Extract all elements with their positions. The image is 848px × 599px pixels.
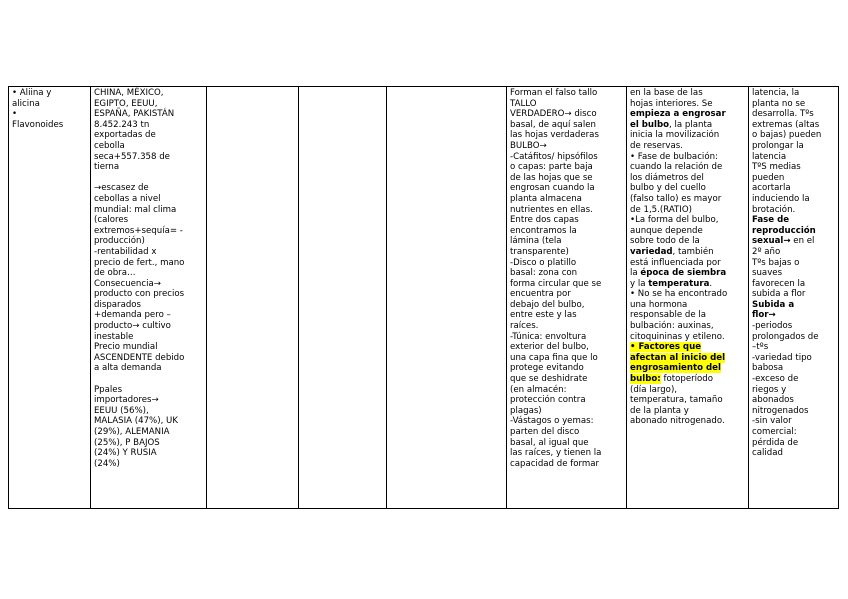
text-line: citoquininas y etileno. xyxy=(630,331,725,342)
text-line: ASCENDENTE debido xyxy=(94,352,185,363)
highlighted-text: engrosamiento del xyxy=(630,363,721,374)
text-line: reproducción xyxy=(752,225,816,236)
text-line: Entre dos capas xyxy=(510,215,579,226)
text: , la planta xyxy=(669,119,713,130)
text-line: plagas) xyxy=(510,405,542,416)
text-line xyxy=(630,268,746,279)
text: fotoperíodo xyxy=(660,374,713,385)
text-line: de la planta y xyxy=(630,405,689,416)
text-line: -variedad tipo xyxy=(752,352,812,363)
text-line: (25%), P BAJOS xyxy=(94,437,160,448)
text-line: las hojas verdaderas xyxy=(510,130,599,141)
text-line: planta almacena xyxy=(510,193,582,204)
text-line: inestable xyxy=(94,331,134,342)
text-line: pueden xyxy=(752,172,785,183)
text-line: bulbo y del cuello xyxy=(630,183,706,194)
cell-bulbing xyxy=(627,87,749,509)
text-line: en la base de las xyxy=(630,88,703,98)
text-line: abonado nitrogenado. xyxy=(630,416,725,427)
text-line: flor→ xyxy=(752,310,776,321)
highlighted-line xyxy=(630,363,746,374)
blank-line xyxy=(94,173,204,184)
text-line: -sin valor xyxy=(752,416,792,427)
text-line: (día largo), xyxy=(630,384,678,395)
text-line: extremos+sequía= - xyxy=(94,225,183,236)
text-line: una hormona xyxy=(630,299,688,310)
text-line: (calores xyxy=(94,215,129,226)
text-line: importadores→ xyxy=(94,395,159,406)
cell-empty-3 xyxy=(207,87,299,509)
blank-line xyxy=(94,374,204,385)
text-line: TºS medias xyxy=(752,162,801,173)
text-line: Subida a xyxy=(752,299,795,310)
bold-text: época de siembra xyxy=(640,268,727,279)
text-line: -Disco o platillo xyxy=(510,257,577,268)
text-line: sobre todo de la xyxy=(630,236,700,247)
bold-text: variedad xyxy=(630,246,673,257)
text-line: nutrientes en ellas. xyxy=(510,204,593,215)
text-line: basal: zona con xyxy=(510,268,578,279)
text-line: las raíces, y tienen la xyxy=(510,448,602,459)
text-line: producto→ cultivo xyxy=(94,321,171,332)
text-line: comercial: xyxy=(752,427,797,437)
text-line: +demanda pero – xyxy=(94,310,171,321)
text-line: -Vástagos o yemas: xyxy=(510,416,594,427)
text-line: extremas (altas xyxy=(752,119,820,130)
highlighted-text: bulbo: xyxy=(630,374,661,385)
text-line: lámina (tela xyxy=(510,236,562,247)
text-line: Ppales xyxy=(94,384,123,395)
text-line: →escasez de xyxy=(94,183,149,194)
bold-text: el bulbo xyxy=(630,119,670,130)
text-line: (en almacén: xyxy=(510,384,567,395)
text-line: basal, al igual que xyxy=(510,437,589,448)
text-line: -Catáfitos/ hipsófilos xyxy=(510,151,598,162)
text-line: -rentabilidad x xyxy=(94,246,157,257)
text-line xyxy=(630,120,746,131)
text-line: transparente) xyxy=(510,246,569,257)
text-line: producto con precios xyxy=(94,289,185,300)
text-line: responsable de la xyxy=(630,310,707,321)
text-line: o bajas) pueden xyxy=(752,130,822,141)
text-line: • xyxy=(12,109,18,120)
text-line: que se deshidrate xyxy=(510,374,588,385)
text-line: nitrogenados xyxy=(752,405,809,416)
bold-text: temperatura xyxy=(648,278,710,289)
text-line: Flavonoides xyxy=(12,119,64,130)
cell-empty-5 xyxy=(387,87,507,509)
text-line: suaves xyxy=(752,268,783,279)
text-line: forma circular que se xyxy=(510,278,602,289)
text-line: encuentra por xyxy=(510,289,571,300)
text-line: • Aliina y xyxy=(12,88,52,98)
text-line: -exceso de xyxy=(752,374,799,385)
text-line: protege evitando xyxy=(510,363,584,374)
text-line: de las hojas que se xyxy=(510,172,593,183)
text-line: exportadas de xyxy=(94,130,156,141)
highlighted-text: • Factores que xyxy=(630,342,702,353)
text-line xyxy=(752,236,836,247)
text-line: tierna xyxy=(94,162,120,173)
text-line: favorecen la xyxy=(752,278,806,289)
text-line: disparados xyxy=(94,299,142,310)
text-line: hojas interiores. Se xyxy=(630,98,713,109)
text-line: abonados xyxy=(752,395,794,406)
text-line: engrosan cuando la xyxy=(510,183,595,194)
text-line: basal, de aquí salen xyxy=(510,119,596,130)
text-line: debajo del bulbo, xyxy=(510,299,585,310)
cell-morphology xyxy=(507,87,627,509)
text-line: riegos y xyxy=(752,384,787,395)
text-line: TALLO xyxy=(510,98,537,109)
text-line: bulbación: auxinas, xyxy=(630,321,714,332)
text: y la xyxy=(630,278,649,289)
text-line: desarrolla. Tºs xyxy=(752,109,814,120)
text-line: subida a flor xyxy=(752,289,806,300)
text-line: pérdida de xyxy=(752,437,799,448)
text-line: • Fase de bulbación: xyxy=(630,151,718,162)
text: , también xyxy=(672,246,714,257)
highlighted-text: afectan al inicio del xyxy=(630,352,726,363)
text-line: -periodos xyxy=(752,321,793,332)
text-line: brotación. xyxy=(752,204,796,215)
text-line: BULBO→ xyxy=(510,140,547,151)
text-line: protección contra xyxy=(510,395,586,406)
text-line: a alta demanda xyxy=(94,363,162,374)
cell-compounds xyxy=(9,87,91,509)
text-line: Consecuencia→ xyxy=(94,278,161,289)
text-line: latencia, la xyxy=(752,88,800,98)
text-line: mundial: mal clima xyxy=(94,204,177,215)
text-line: VERDADERO→ disco xyxy=(510,109,597,120)
text-line xyxy=(630,279,746,290)
text-line: (falso tallo) es mayor xyxy=(630,193,722,204)
cell-market xyxy=(91,87,207,509)
text-line: aunque depende xyxy=(630,225,703,236)
text-line: capacidad de formar xyxy=(510,458,600,469)
text-line: calidad xyxy=(752,448,783,459)
text-line: raíces. xyxy=(510,321,539,332)
text-line: cebolla xyxy=(94,140,125,151)
text-line: producción) xyxy=(94,236,145,247)
text-line xyxy=(630,247,746,258)
text-line: CHINA, MÉXICO, xyxy=(94,88,164,98)
text-line xyxy=(630,374,746,385)
text-line: 2º año xyxy=(752,246,781,257)
text-line: una capa fina que lo xyxy=(510,352,598,363)
text-line: entre este y las xyxy=(510,310,577,321)
text-line: babosa xyxy=(752,363,784,374)
text-line: alicina xyxy=(12,98,40,109)
text-line: -Túnica: envoltura xyxy=(510,331,587,342)
text-line: está influenciada por xyxy=(630,257,721,268)
text-line: •La forma del bulbo, xyxy=(630,215,719,226)
cell-empty-4 xyxy=(299,87,387,509)
table-row xyxy=(9,87,839,509)
text-line: parten del disco xyxy=(510,427,580,437)
text-line: o capas: parte baja xyxy=(510,162,593,173)
text: la xyxy=(630,268,641,279)
text-line: Fase de xyxy=(752,215,790,226)
text-line: (24%) xyxy=(94,458,120,469)
crop-info-table xyxy=(8,86,839,509)
text-line: exterior del bulbo, xyxy=(510,342,589,353)
text-line: • No se ha encontrado xyxy=(630,289,728,300)
text-line: precio de fert., mano xyxy=(94,257,185,268)
text-line: temperatura, tamaño xyxy=(630,395,723,406)
text-line: –tºs xyxy=(752,342,769,353)
highlighted-line xyxy=(630,342,746,353)
text-line: Forman el falso tallo xyxy=(510,88,598,98)
text: . xyxy=(709,278,713,289)
text-line: EEUU (56%), xyxy=(94,405,149,416)
text-line: de obra… xyxy=(94,268,136,279)
text-line: cebollas a nivel xyxy=(94,193,161,204)
text-line: prolongar la xyxy=(752,140,804,151)
text-line: acortarla xyxy=(752,183,791,194)
text-line: (29%), ALEMANIA xyxy=(94,427,170,437)
text-line: los diámetros del xyxy=(630,172,704,183)
text-line: planta no se xyxy=(752,98,806,109)
text-line: prolongados de xyxy=(752,331,819,342)
text-line: seca+557.358 de xyxy=(94,151,170,162)
text-line: empieza a engrosar xyxy=(630,109,726,120)
text-line: induciendo la xyxy=(752,193,810,204)
text-line: encontramos la xyxy=(510,225,577,236)
highlighted-line xyxy=(630,353,746,364)
text-line: EGIPTO, EEUU, xyxy=(94,98,158,109)
text-line: de 1,5.(RATIO) xyxy=(630,204,692,215)
text-line: MALASIA (47%), UK xyxy=(94,416,178,427)
text-line: latencia xyxy=(752,151,787,162)
text-line: de reservas. xyxy=(630,140,683,151)
text-line: inicia la movilización xyxy=(630,130,720,141)
text-line: (24%) Y RUSIA xyxy=(94,448,157,459)
text-line: Tºs bajas o xyxy=(752,257,800,268)
text-line: ESPAÑA, PAKISTÁN xyxy=(94,109,175,120)
cell-latency xyxy=(749,87,839,509)
text: en el xyxy=(790,236,815,247)
text-line: 8.452.243 tn xyxy=(94,119,150,130)
text-line: Precio mundial xyxy=(94,342,158,353)
text-line: cuando la relación de xyxy=(630,162,723,173)
bold-text: sexual→ xyxy=(752,236,791,247)
